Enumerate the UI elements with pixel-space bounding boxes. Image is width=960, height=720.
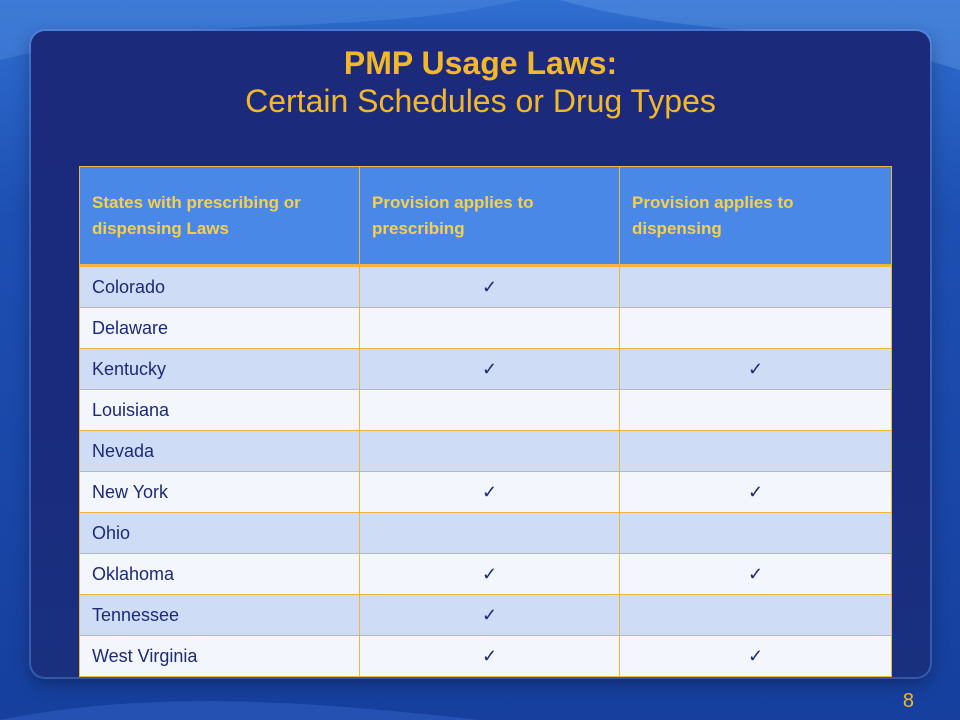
laws-table: [79, 166, 892, 677]
prescribing-cell: [360, 513, 620, 554]
prescribing-cell: [360, 431, 620, 472]
state-cell: Louisiana: [80, 390, 360, 431]
table-row: [80, 636, 892, 677]
table-header-row: [80, 167, 892, 266]
state-cell: Kentucky: [80, 349, 360, 390]
page-number: 8: [902, 690, 914, 712]
state-cell: Nevada: [80, 431, 360, 472]
table-row: [80, 308, 892, 349]
dispensing-cell: [620, 266, 892, 308]
table-row: [80, 595, 892, 636]
check-icon: ✓: [481, 358, 498, 379]
dispensing-cell: [620, 308, 892, 349]
table-row: [80, 513, 892, 554]
check-icon: ✓: [747, 563, 764, 584]
state-cell: Oklahoma: [80, 554, 360, 595]
dispensing-cell: [620, 554, 892, 595]
state-cell: New York: [80, 472, 360, 513]
table-row: [80, 349, 892, 390]
check-icon: ✓: [481, 645, 498, 666]
check-icon: ✓: [481, 563, 498, 584]
title-main: PMP Usage Laws:: [343, 45, 618, 81]
prescribing-cell: [360, 472, 620, 513]
dispensing-cell: [620, 472, 892, 513]
check-icon: ✓: [747, 645, 764, 666]
state-cell: Tennessee: [80, 595, 360, 636]
dispensing-cell: [620, 636, 892, 677]
prescribing-cell: [360, 266, 620, 308]
prescribing-cell: [360, 308, 620, 349]
prescribing-cell: [360, 636, 620, 677]
header-dispensing: Provision applies to dispensing: [620, 167, 892, 266]
table-row: [80, 390, 892, 431]
dispensing-cell: [620, 390, 892, 431]
state-cell: Delaware: [80, 308, 360, 349]
state-cell: West Virginia: [80, 636, 360, 677]
slide-title: [31, 44, 930, 120]
check-icon: ✓: [481, 604, 498, 625]
table-row: [80, 472, 892, 513]
header-states: States with prescribing or dispensing Laws: [80, 167, 360, 266]
check-icon: ✓: [481, 481, 498, 502]
table-row: [80, 554, 892, 595]
check-icon: ✓: [481, 276, 498, 297]
dispensing-cell: [620, 513, 892, 554]
prescribing-cell: [360, 554, 620, 595]
prescribing-cell: [360, 595, 620, 636]
state-cell: Colorado: [80, 266, 360, 308]
header-prescribing: Provision applies to prescribing: [360, 167, 620, 266]
check-icon: ✓: [747, 481, 764, 502]
dispensing-cell: [620, 595, 892, 636]
table-row: [80, 266, 892, 308]
title-subtitle: Certain Schedules or Drug Types: [245, 83, 716, 119]
table-row: [80, 431, 892, 472]
dispensing-cell: [620, 349, 892, 390]
check-icon: ✓: [747, 358, 764, 379]
dispensing-cell: [620, 431, 892, 472]
state-cell: Ohio: [80, 513, 360, 554]
prescribing-cell: [360, 390, 620, 431]
prescribing-cell: [360, 349, 620, 390]
